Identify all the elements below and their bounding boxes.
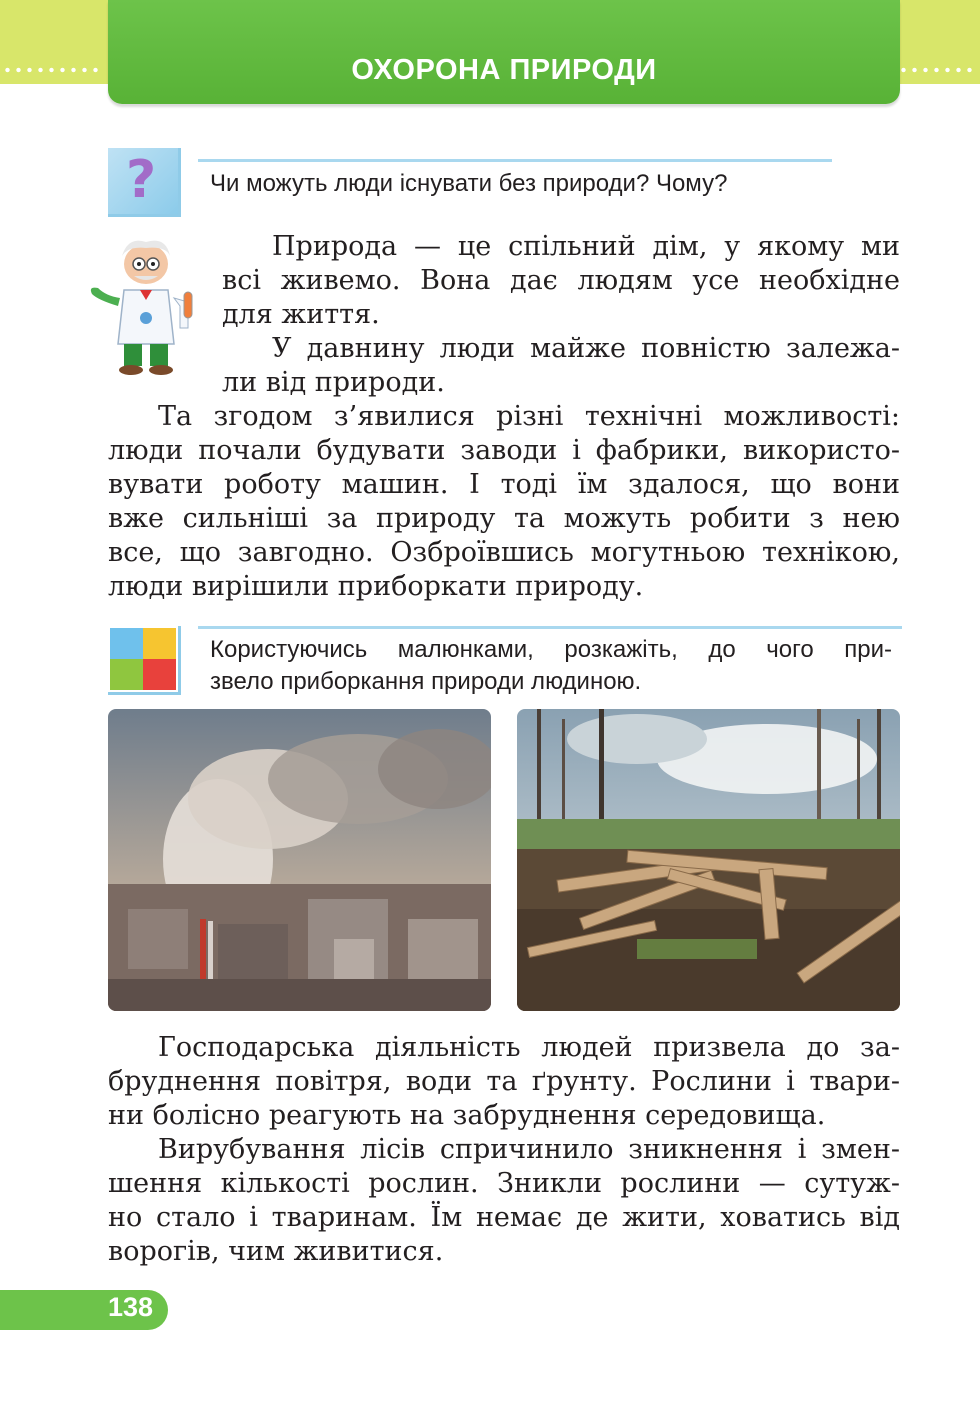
task-question: Чи можуть люди існувати без природи? Чому? [210,170,728,197]
intro-paragraph-1: Природа — це спільний дім, у якому ми всі живемо. Вона дає людям усе необхідне для життя. [222,231,900,330]
task-divider [198,626,902,629]
deforestation-photo [517,709,900,1011]
header-dots-right [898,67,978,73]
outro-paragraph-2: Вирубування лісів спричинило зникнення і змен- шення кількості рослин. Зникли рослини — сутуж- но стало і тваринам. Їм немає де жити, ховатись від ворогів, чим живитися. [108,1134,900,1267]
page-title: ОХОРОНА ПРИРОДИ [351,54,657,86]
task-divider [198,159,832,162]
factory-smoke-photo [108,709,491,1011]
page-number: 138 [108,1292,154,1322]
task-instruction: Користуючись малюнками, розкажіть, до чого при- звело приборкання природи людиною. [210,636,892,695]
question-icon: ? [108,148,181,217]
scientist-illustration [84,236,204,378]
header-bar [108,0,900,104]
intro-paragraph-3: Та згодом з’явилися різні технічні можливості: люди почали будувати заводи і фабрики, використо- вувати роботу машин. І тоді їм здалося, що вони вже сильніші за природу та можуть робити з нею все, що завгодно. Озброївшись могутньою технікою, люди вирішили приборкати природу. [108,401,900,602]
puzzle-icon [108,626,181,695]
intro-paragraph-2: У давнину люди майже повністю залежа- ли від природи. [222,333,900,398]
header-dots-left [2,67,102,73]
outro-paragraph-1: Господарська діяльність людей призвела до за- бруднення повітря, води та ґрунту. Рослини і твари- ни болісно реагують на забруднення середовища. [108,1032,900,1131]
